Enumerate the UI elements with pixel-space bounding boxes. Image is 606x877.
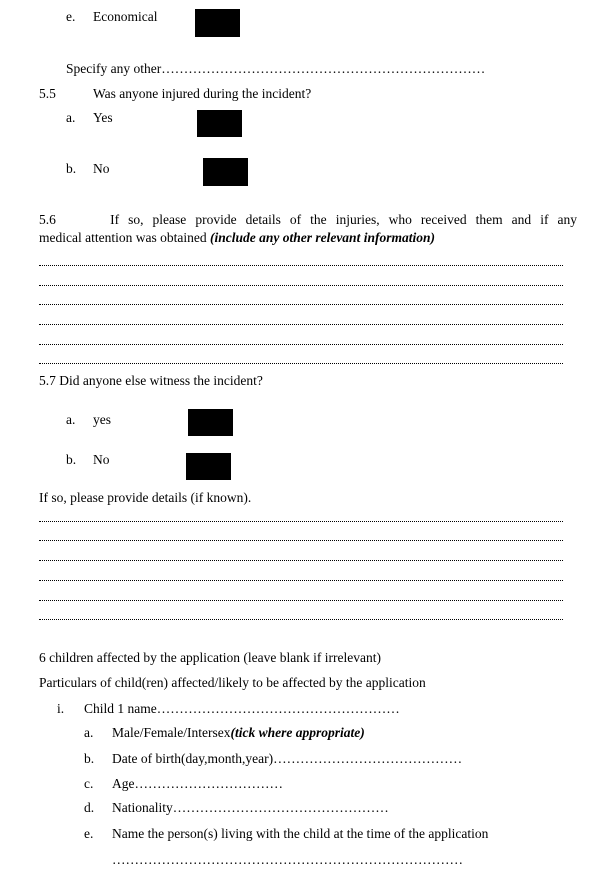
q55-a-letter: a. [66,110,76,125]
q57-yes-checkbox[interactable] [188,409,233,436]
q55-number: 5.5 [39,86,56,101]
q57-a-label: yes [93,412,111,427]
child-guardian-letter: e. [84,826,94,841]
answer-line[interactable] [39,558,563,561]
answer-line[interactable] [39,283,563,286]
economical-checkbox[interactable] [195,9,240,37]
child-dob-letter: b. [84,751,95,766]
child-sex-hint: (tick where appropriate) [230,725,365,740]
q56-line1: 5.6 If so, please provide details of the injuries, who received them and if any [39,212,577,227]
details-prompt: If so, please provide details (if known). [39,490,252,505]
section6-heading: 6 children affected by the application (leave blank if irrelevant) [39,650,381,665]
answer-line[interactable] [39,617,563,620]
child-sex-label: Male/Female/Intersex [112,725,231,740]
child1-name-field[interactable]: Child 1 name……………………………………………… [84,701,400,716]
child-age-letter: c. [84,776,94,791]
q55-b-letter: b. [66,161,77,176]
child-nationality-letter: d. [84,800,95,815]
answer-line[interactable] [39,578,563,581]
q55-text: Was anyone injured during the incident? [93,86,312,101]
q57-b-label: No [93,452,110,467]
child1-roman: i. [57,701,65,716]
answer-line[interactable] [39,361,563,364]
answer-line[interactable] [39,519,563,522]
answer-line[interactable] [39,598,563,601]
q56-line2-italic: (include any other relevant information) [209,230,435,245]
q56-line2 [39,230,435,246]
q55-no-checkbox[interactable] [203,158,248,186]
q55-a-label: Yes [93,110,113,125]
q57-b-letter: b. [66,452,77,467]
child-age-field[interactable]: Age…………………………… [112,776,283,791]
child-nationality-field[interactable]: Nationality………………………………………… [112,800,389,815]
specify-other-line[interactable]: Specify any other……………………………………………………………… [66,61,486,76]
child-guardian-label: Name the person(s) living with the child at the time of the application [112,826,489,841]
answer-line[interactable] [39,342,563,345]
item-e-letter: e. [66,9,76,24]
answer-line[interactable] [39,322,563,325]
child-sex-field[interactable] [112,725,365,741]
item-e-label: Economical [93,9,158,24]
q56-line2-plain: medical attention was obtained [39,230,210,245]
answer-line[interactable] [39,263,563,266]
q57-text: 5.7 Did anyone else witness the incident? [39,373,263,388]
child-dob-field[interactable]: Date of birth(day,month,year)…………………………………… [112,751,463,766]
child-guardian-answer[interactable]: …………………………………………………………………… [112,852,463,867]
child-sex-letter: a. [84,725,94,740]
section6-particulars: Particulars of child(ren) affected/likely to be affected by the application [39,675,426,690]
q55-b-label: No [93,161,110,176]
answer-line[interactable] [39,302,563,305]
q57-a-letter: a. [66,412,76,427]
q55-yes-checkbox[interactable] [197,110,242,137]
q57-no-checkbox[interactable] [186,453,231,480]
answer-line[interactable] [39,538,563,541]
